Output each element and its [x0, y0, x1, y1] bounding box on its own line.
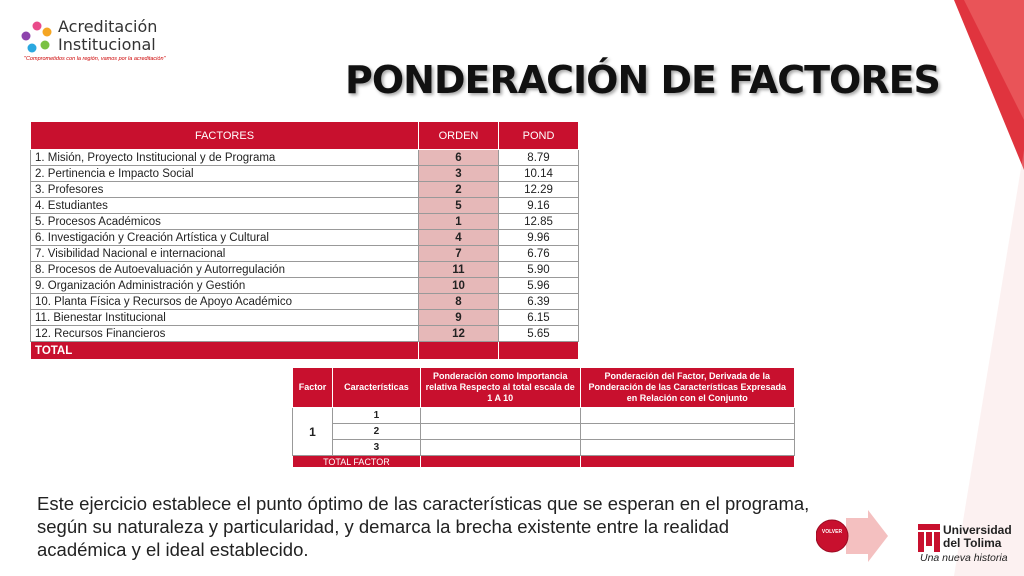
factor-order: 12 — [419, 326, 499, 342]
factor-name: 9. Organización Administración y Gestión — [31, 278, 419, 294]
factor-pond: 10.14 — [499, 166, 579, 182]
university-name: Universidad del Tolima — [943, 523, 1012, 550]
table-row — [31, 182, 579, 198]
relative-weight-cell — [420, 424, 580, 440]
table-row — [31, 310, 579, 326]
table-row — [31, 326, 579, 342]
total-order — [419, 342, 499, 360]
factor-name: 11. Bienestar Institucional — [31, 310, 419, 326]
table-row — [293, 440, 795, 456]
derived-weight-cell — [580, 440, 794, 456]
total-row — [31, 342, 579, 360]
factor-pond: 5.90 — [499, 262, 579, 278]
characteristic-number: 3 — [332, 440, 420, 456]
total-factor-row — [293, 456, 795, 468]
factor-weighting-table — [292, 367, 795, 468]
factor-order: 3 — [419, 166, 499, 182]
header-relative-weight: Ponderación como Importancia relativa Respecto al total escala de 1 A 10 — [420, 368, 580, 408]
factor-order: 11 — [419, 262, 499, 278]
factor-order: 1 — [419, 214, 499, 230]
factor-pond: 9.96 — [499, 230, 579, 246]
total-derived-cell — [580, 456, 794, 468]
header-pond: POND — [499, 122, 579, 150]
decorative-bottom-triangle — [954, 150, 1024, 576]
table-row — [31, 150, 579, 166]
factor-pond: 12.29 — [499, 182, 579, 198]
university-logo — [918, 522, 1018, 572]
relative-weight-cell — [420, 440, 580, 456]
volver-button[interactable] — [816, 510, 888, 562]
factor-name: 12. Recursos Financieros — [31, 326, 419, 342]
table-row — [31, 230, 579, 246]
factor-pond: 8.79 — [499, 150, 579, 166]
factor-order: 2 — [419, 182, 499, 198]
header-factores: FACTORES — [31, 122, 419, 150]
derived-weight-cell — [580, 408, 794, 424]
factor-pond: 6.76 — [499, 246, 579, 262]
total-label: TOTAL — [31, 342, 419, 360]
factor-order: 10 — [419, 278, 499, 294]
total-relative-cell — [420, 456, 580, 468]
header-factor: Factor — [293, 368, 333, 408]
factor-name: 5. Procesos Académicos — [31, 214, 419, 230]
derived-weight-cell — [580, 424, 794, 440]
weighting-table-header — [293, 368, 795, 408]
header-characteristics: Características — [332, 368, 420, 408]
factor-pond: 5.96 — [499, 278, 579, 294]
table-row — [31, 294, 579, 310]
description-text: Este ejercicio establece el punto óptimo de las características que se esperan en el programa, según su naturaleza y particularidad, y demarca la brecha existente entre la realidad académica y el ideal establecido. — [37, 493, 810, 560]
factor-number: 1 — [293, 408, 333, 456]
table-row — [31, 262, 579, 278]
accreditation-logo — [20, 18, 180, 68]
factor-name: 10. Planta Física y Recursos de Apoyo Académico — [31, 294, 419, 310]
factor-name: 2. Pertinencia e Impacto Social — [31, 166, 419, 182]
header-derived-weight: Ponderación del Factor, Derivada de la Ponderación de las Características Expresada en Relación con el Conjunto — [580, 368, 794, 408]
total-pond — [499, 342, 579, 360]
table-row — [31, 246, 579, 262]
logo-tagline: "Comprometidos con la región, vamos por la acreditación" — [24, 56, 166, 62]
factor-name: 4. Estudiantes — [31, 198, 419, 214]
header-orden: ORDEN — [419, 122, 499, 150]
decorative-top-triangle — [954, 0, 1024, 170]
table-row — [31, 278, 579, 294]
factor-order: 4 — [419, 230, 499, 246]
table-row — [293, 408, 795, 424]
factor-order: 9 — [419, 310, 499, 326]
table-row — [293, 424, 795, 440]
table-row — [31, 166, 579, 182]
arrow-right-icon — [816, 510, 888, 562]
factor-pond: 9.16 — [499, 198, 579, 214]
page-title: PONDERACIÓN DE FACTORES — [345, 58, 940, 102]
factors-table-header — [31, 122, 579, 150]
total-factor-label: TOTAL FACTOR — [293, 456, 421, 468]
factor-order: 7 — [419, 246, 499, 262]
factor-name: 6. Investigación y Creación Artística y Cultural — [31, 230, 419, 246]
factor-pond: 5.65 — [499, 326, 579, 342]
characteristic-number: 2 — [332, 424, 420, 440]
volver-label: VOLVER — [821, 529, 843, 535]
factor-pond: 6.15 — [499, 310, 579, 326]
logo-title: Acreditación Institucional — [58, 17, 158, 54]
factors-table — [30, 121, 579, 360]
factor-pond: 6.39 — [499, 294, 579, 310]
factor-order: 6 — [419, 150, 499, 166]
factor-pond: 12.85 — [499, 214, 579, 230]
relative-weight-cell — [420, 408, 580, 424]
factor-name: 7. Visibilidad Nacional e internacional — [31, 246, 419, 262]
table-row — [31, 198, 579, 214]
characteristic-number: 1 — [332, 408, 420, 424]
factor-name: 3. Profesores — [31, 182, 419, 198]
factor-name: 1. Misión, Proyecto Institucional y de Programa — [31, 150, 419, 166]
factor-order: 5 — [419, 198, 499, 214]
people-circle-logo-icon — [20, 20, 54, 54]
factor-name: 8. Procesos de Autoevaluación y Autorregulación — [31, 262, 419, 278]
factor-order: 8 — [419, 294, 499, 310]
university-tagline: Una nueva historia — [920, 552, 1008, 564]
university-crest-icon — [918, 524, 940, 552]
table-row — [31, 214, 579, 230]
